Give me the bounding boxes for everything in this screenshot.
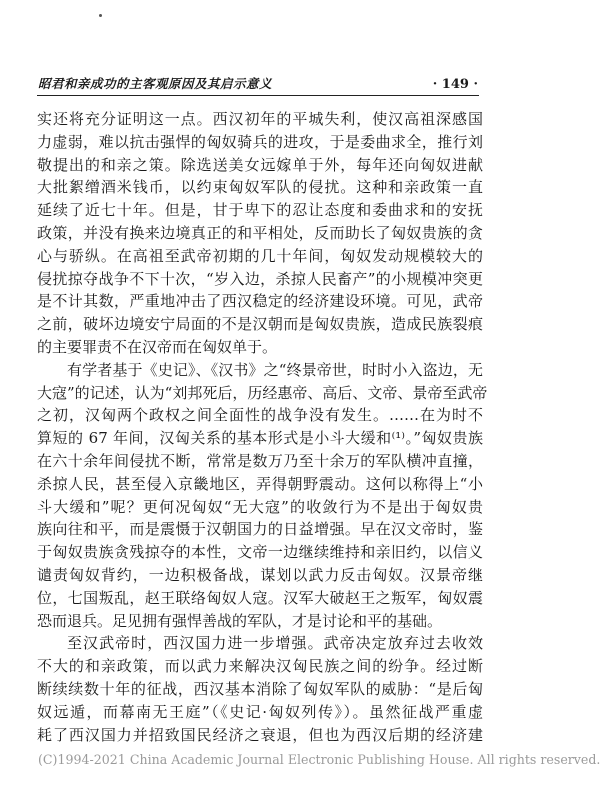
text-line: 敬提出的和亲之策。除选送美女远嫁单于外，每年还向匈奴进献 xyxy=(37,155,483,174)
text-line: 政策，并没有换来边境真正的和平相处，反而助长了匈奴贵族的贪 xyxy=(37,223,483,242)
text-line: 至汉武帝时，西汉国力进一步增强。武帝决定放弃过去收效 xyxy=(67,634,483,653)
text-line: 谴责匈奴背约，一边积极备战，谋划以武力反击匈奴。汉景帝继 xyxy=(37,565,483,584)
running-header xyxy=(38,70,478,92)
text-line: 心与骄纵。在高祖至武帝初期的几十年间，匈奴发动规模较大的 xyxy=(37,246,483,265)
text-line: 族向往和平，而是震慑于汉朝国力的日益增强。早在汉文帝时，鉴 xyxy=(37,520,483,539)
running-title: 昭君和亲成功的主客观原因及其启示意义 xyxy=(38,76,273,91)
text-line: 实还将充分证明这一点。西汉初年的平城失利，使汉高祖深感国 xyxy=(37,110,483,128)
text-line: 斗大缓和”呢？更何况匈奴“无大寇”的收敛行为不是出于匈奴贵 xyxy=(37,497,483,516)
speck-mark xyxy=(99,14,102,17)
text-line: 的主要罪责不在汉帝而在匈奴单于。 xyxy=(37,337,278,356)
text-line: 耗了西汉国力并招致国民经济之衰退，但也为西汉后期的经济建 xyxy=(37,725,483,744)
text-line: 大批絮缯酒米钱币，以约束匈奴军队的侵扰。这种和亲政策一直 xyxy=(37,178,483,197)
text-line: 于匈奴贵族贪残掠夺的本性，文帝一边继续维持和亲旧约，以信义 xyxy=(37,543,483,562)
text-line: 力虚弱，难以抗击强悍的匈奴骑兵的进攻，于是委曲求全，推行刘 xyxy=(37,132,483,151)
text-line: 奴远遁，而幕南无王庭”（《史记·匈奴列传》）。虽然征战严重虚 xyxy=(37,702,483,721)
text-line: 杀掠人民，甚至侵入京畿地区，弄得朝野震动。这何以称得上“小 xyxy=(37,474,483,493)
copyright-footer: (C)1994-2021 China Academic Journal Electronic Publishing House. All rights reserved. xyxy=(38,752,600,767)
text-line: 不大的和亲政策，而以武力来解决汉匈民族之间的纷争。经过断 xyxy=(37,657,483,676)
text-line: 位，七国叛乱，赵王联络匈奴人寇。汉军大破赵王之叛军，匈奴震 xyxy=(37,588,483,607)
text-line: 在六十余年间侵扰不断，常常是数万乃至十余万的军队横冲直撞， xyxy=(37,451,483,470)
text-line: 断续续数十年的征战，西汉基本消除了匈奴军队的威胁：“是后匈 xyxy=(37,679,483,698)
text-line: 恐而退兵。足见拥有强悍善战的军队，才是讨论和平的基础。 xyxy=(37,611,443,630)
text-line: 延续了近七十年。但是，甘于卑下的忍让态度和委曲求和的安抚 xyxy=(37,201,483,220)
text-line: 有学者基于《史记》、《汉书》之“终景帝世，时时小入盗边，无 xyxy=(67,360,483,379)
text-line: 之初，汉匈两个政权之间全面性的战争没有发生。……在为时不 xyxy=(37,406,483,425)
text-line: 算短的 67 年间，汉匈关系的基本形式是小斗大缓和⁽¹⁾。”匈奴贵族 xyxy=(37,429,483,448)
text-line: 是不计其数，严重地冲击了西汉稳定的经济建设环境。可见，武帝 xyxy=(37,292,483,311)
text-line: 侵扰掠夺战争不下十次，“岁入边，杀掠人民畜产”的小规模冲突更 xyxy=(37,269,483,288)
text-line: 大寇”的记述，认为“刘邦死后，历经惠帝、高后、文帝、景帝至武帝 xyxy=(37,383,488,402)
page-number: · 149 · xyxy=(432,77,478,92)
body-text xyxy=(37,108,488,746)
text-line: 之前，破坏边境安宁局面的不是汉朝而是匈奴贵族，造成民族裂痕 xyxy=(37,315,483,334)
header-rule xyxy=(37,95,479,96)
